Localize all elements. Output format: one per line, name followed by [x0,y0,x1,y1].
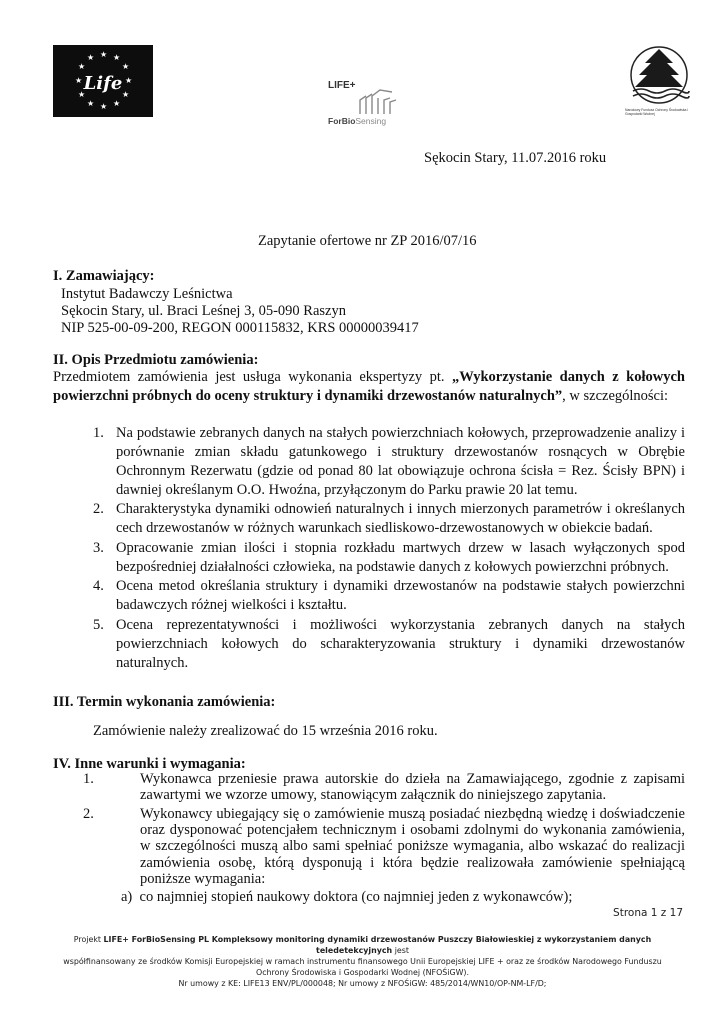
sub-item: a) co najmniej stopień naukowy doktora (co najmniej jeden z wykonawców); [121,889,573,905]
list-item: 1. Wykonawca przeniesie prawa autorskie do dzieła na Zamawiającego, zgodnie z zapisami zawartymi we wzorze umowy, stanowiącym załącznik do niniejszego zapytania. [83,771,685,804]
forbiosensing-logo [318,78,398,134]
footer-line-2: współfinansowany ze środków Komisji Europejskiej w ramach instrumentu finansowego Unii Europejskiej LIFE + oraz ze środków Narodowego Funduszu [63,957,662,966]
section2-intro: Przedmiotem zamówienia jest usługa wykonania ekspertyzy pt. „Wykorzystanie danych z kołowych powierzchni próbnych do oceny struktury i dynamiki drzewostanów naturalnych”, w szczególności: [53,369,685,404]
nfosigw-emblem-icon [625,45,693,107]
place-date: Sękocin Stary, 11.07.2016 roku [424,150,607,166]
svg-text:★: ★ [100,102,108,111]
list-item: 2. Wykonawcy ubiegający się o zamówienie muszą posiadać niezbędną wiedzę i doświadczenie oraz dysponować potencjałem technicznym i osobami zdolnymi do wykonania zamówienia, w szczególności muszą albo sami spełniać poniższe wymagania, albo wskazać do realizacji zamówienia osobę, którą dysponują i która będzie realizowała zamówienie spełniającą poniższe wymagania: [83,806,685,887]
orderer-name: Instytut Badawczy Leśnictwa [61,286,233,302]
svg-text:★: ★ [78,90,86,99]
document-title: Zapytanie ofertowe nr ZP 2016/07/16 [258,233,477,249]
orderer-ids: NIP 525-00-09-200, REGON 000115832, KRS 00000039417 [61,320,419,336]
svg-text:★: ★ [100,50,108,59]
section3-heading: III. Termin wykonania zamówienia: [53,694,276,710]
footer-line-3: Ochrony Środowiska i Gospodarki Wodnej (NFOŚiGW). [255,968,469,977]
section1-heading: I. Zamawiający: [53,268,155,284]
forest-graphic-icon [358,86,398,116]
section4-heading: IV. Inne warunki i wymagania: [53,756,246,772]
svg-text:★: ★ [113,53,121,62]
footer-line-1: Projekt LIFE+ ForBioSensing PL Kompleksowy monitoring dynamiki drzewostanów Puszczy Białowieskiej z wykorzystaniem danych teledetekcyjnych jest [73,935,652,955]
list-item: 5. Ocena reprezentatywności i możliwości wykorzystania zebranych danych na stałych powierzchniach kołowych do scharakteryzowania struktury i dynamiki drzewostanów naturalnych. [93,617,685,671]
svg-text:★: ★ [113,99,121,108]
svg-text:★: ★ [122,90,130,99]
deadline-text: Zamówienie należy zrealizować do 15 września 2016 roku. [93,723,438,739]
list-item: 1. Na podstawie zebranych danych na stałych powierzchniach kołowych, przeprowadzenie analizy i porównanie zmian składu gatunkowego i struktury drzewostanów rosnących w Obrębie Ochronnym Rezerwatu (gdzie od ponad 80 lat obowiązuje ochrona ścisła = Rez. Ścisły BPN) i dawniej określanym O.O. Hwoźna, przyłączonym do Parku prawie 20 lat temu. [93,425,685,498]
eu-life-logo [53,45,153,117]
list-item: 4. Ocena metod określania struktury i dynamiki drzewostanów na podstawie stałych powierzchni badawczych różnej wielkości i kształtu. [93,578,685,613]
orderer-address: Sękocin Stary, ul. Braci Leśnej 3, 05-090 Raszyn [61,303,346,319]
svg-text:★: ★ [75,76,83,85]
svg-text:★: ★ [125,76,133,85]
footer-line-4: Nr umowy z KE: LIFE13 ENV/PL/000048; Nr umowy z NFOŚiGW: 485/2014/WN10/OP-NM-LF/D; [178,979,547,988]
list-item: 2. Charakterystyka dynamiki odnowień naturalnych i innych mierzonych parametrów i określanych cech drzewostanów w różnych warunkach siedliskowo-drzewostanowych w obiekcie badań. [93,501,685,536]
svg-text:★: ★ [122,62,130,71]
project-footer [40,934,685,989]
eu-life-wordmark: Life [83,73,123,94]
forbiosensing-wordmark: ForBioSensing [328,116,387,126]
list-item: 3. Opracowanie zmian ilości i stopnia rozkładu martwych drzew w lasach wyłączonych spod bezpośredniej działalności człowieka, na podstawie danych z kołowych powierzchni próbnych. [93,540,685,575]
life-plus-wordmark: LIFE+ [328,80,356,91]
nfosigw-caption: Narodowy Fundusz Ochrony Środowiska i Gospodarki Wodnej [625,108,689,116]
svg-text:★: ★ [87,53,95,62]
svg-text:★: ★ [78,62,86,71]
nfosigw-logo [625,45,693,120]
page-number: Strona 1 z 17 [613,907,683,919]
section2-heading: II. Opis Przedmiotu zamówienia: [53,352,259,368]
svg-text:★: ★ [87,99,95,108]
eu-stars-icon [53,45,153,117]
